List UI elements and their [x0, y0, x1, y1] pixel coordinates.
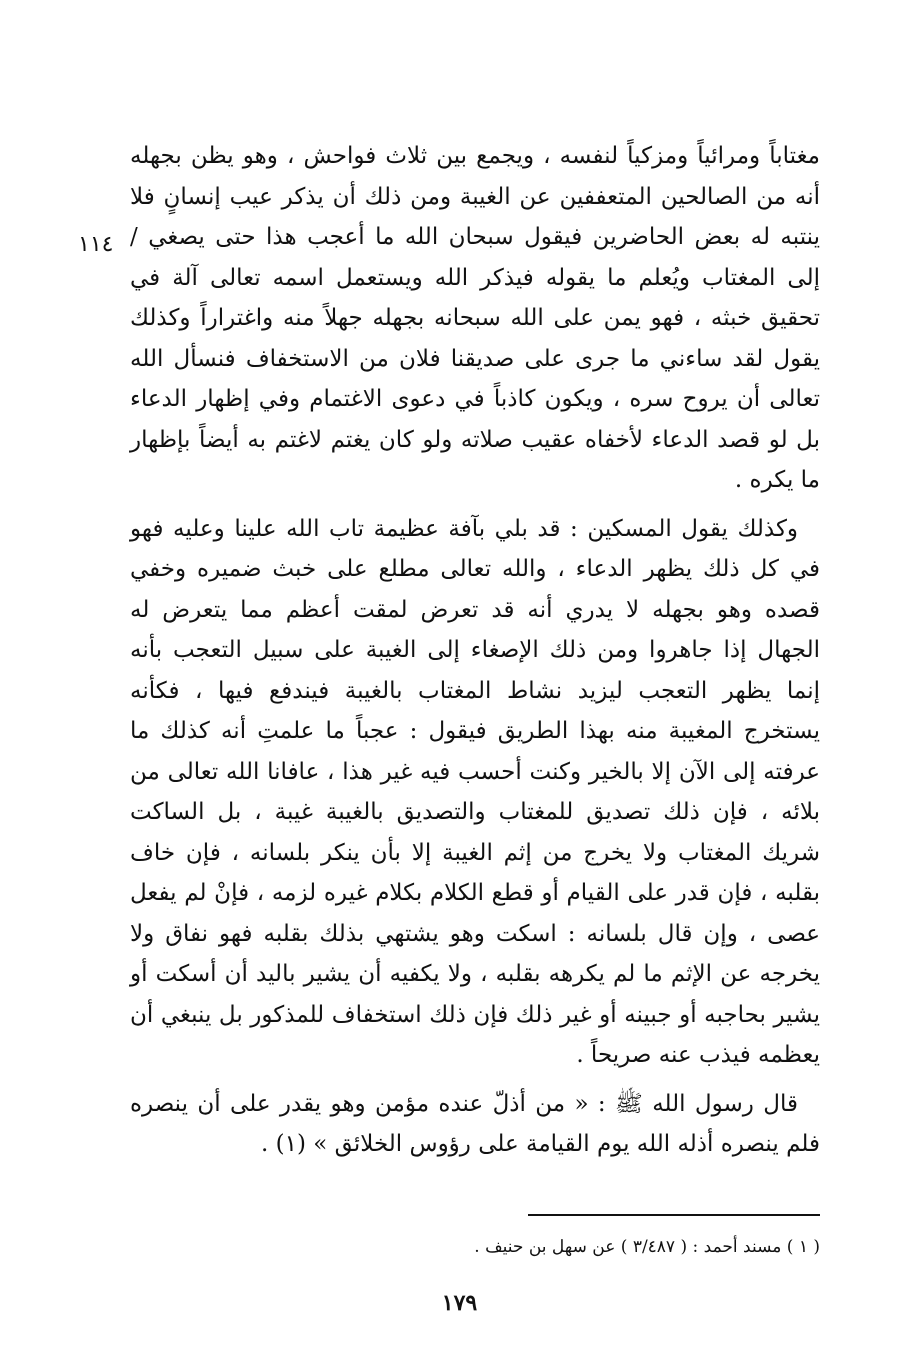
main-text [130, 136, 820, 1165]
footnote: ( ١ ) مسند أحمد : ( ٣/٤٨٧ ) عن سهل بن حنيف . [474, 1237, 820, 1257]
paragraph-1: مغتاباً ومرائياً ومزكياً لنفسه ، ويجمع بين ثلاث فواحش ، وهو يظن بجهله أنه من الصالحين المتعففين عن الغيبة ومن ذلك أن يذكر عيب إنسانٍ فلا ينتبه له بعض الحاضرين فيقول سبحان الله ما أعجب هذا حتى يصغي / إلى المغتاب ويُعلم ما يقوله فيذكر الله ويستعمل اسمه تعالى آلة في تحقيق خبثه ، فهو يمن على الله سبحانه بجهله جهلاً منه واغتراراً وكذلك يقول لقد ساءني ما جرى على صديقنا فلان من الاستخفاف فنسأل الله تعالى أن يروح سره ، ويكون كاذباً في دعوى الاغتمام وفي إظهار الدعاء بل لو قصد الدعاء لأخفاه عقيب صلاته ولو كان يغتم لاغتم به أيضاً بإظهار ما يكره . [130, 143, 820, 493]
margin-page-reference: ١١٤ [78, 232, 114, 257]
paragraph-2: وكذلك يقول المسكين : قد بلي بآفة عظيمة تاب الله علينا وعليه فهو في كل ذلك يظهر الدعاء ، والله تعالى مطلع على خبث ضميره وخفي قصده وهو بجهله لا يدري أنه قد تعرض لمقت أعظم مما يتعرض له الجهال إذا جاهروا ومن ذلك الإصغاء إلى الغيبة على سبيل التعجب بأنه إنما يظهر التعجب ليزيد نشاط المغتاب بالغيبة فيندفع فيها ، فكأنه يستخرج المغيبة منه بهذا الطريق فيقول : عجباً ما علمتِ أنه كذلك ما عرفته إلى الآن إلا بالخير وكنت أحسب فيه غير هذا ، عافانا الله تعالى من بلائه ، فإن ذلك تصديق للمغتاب والتصديق بالغيبة غيبة ، بل الساكت شريك المغتاب ولا يخرج من إثم الغيبة إلا بأن ينكر بلسانه ، فإن خاف بقلبه ، فإن قدر على القيام أو قطع الكلام بكلام غيره لزمه ، فإنْ لم يفعل عصى ، وإن قال بلسانه : اسكت وهو يشتهي بذلك بقلبه فهو نفاق ولا يخرجه عن الإثم ما لم يكرهه بقلبه ، ولا يكفيه أن يشير باليد أن أسكت أو يشير بحاجبه أو جبينه أو غير ذلك فإن ذلك استخفاف للمذكور بل ينبغي أن يعظمه فيذب عنه صريحاً . [130, 515, 820, 1068]
page-number: ١٧٩ [441, 1290, 478, 1316]
footnote-divider [528, 1214, 820, 1216]
paragraph-3: قال رسول الله ﷺ : « من أذلّ عنده مؤمن وهو يقدر على أن ينصره فلم ينصره أذله الله يوم القيامة على رؤوس الخلائق » (١) . [130, 1090, 820, 1157]
